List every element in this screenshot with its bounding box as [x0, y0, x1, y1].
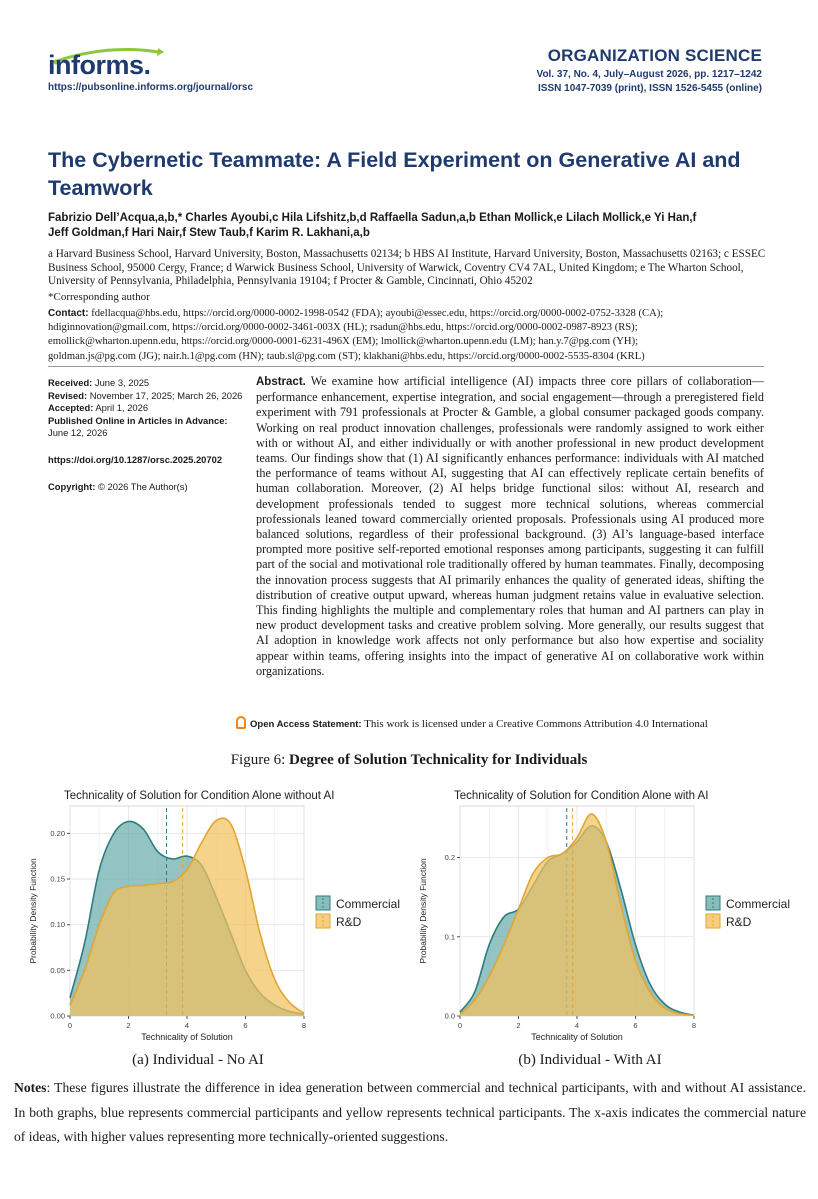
x-axis-label: Technicality of Solution [141, 1032, 233, 1042]
chart-title: Technicality of Solution for Condition Alone without AI [64, 790, 335, 802]
revised-label: Revised: [48, 389, 88, 401]
contact-block [48, 307, 768, 364]
y-tick-label: 0.15 [50, 874, 65, 884]
legend-label: Commercial [336, 897, 401, 911]
x-tick-label: 6 [243, 1021, 248, 1030]
open-access-label: Open Access Statement: [250, 719, 362, 730]
contact-label: Contact: [48, 308, 89, 319]
revised-date: November 17, 2025; March 26, 2026 [89, 389, 243, 401]
x-tick-label: 6 [633, 1021, 638, 1030]
y-tick-label: 0.10 [50, 920, 65, 930]
affiliations: a Harvard Business School, Harvard University, Boston, Massachusetts 02134; b HBS AI Institute, Harvard University, Boston, Massachusetts 02163; c ESSEC Business School, 95000 Cergy, France; d Warwick Business School, University of Warwick, Coventry CV4 7AL, United Kingdom; e The Wharton School, University of Pennsylvania, Philadelphia, Pennsylvania 19104; f Procter & Gamble, Cincinnati, Ohio 45202 [48, 248, 766, 287]
informs-logo: informs. [48, 50, 151, 80]
abstract [256, 374, 764, 679]
y-tick-label: 0.00 [50, 1011, 65, 1021]
figure-caption [0, 752, 818, 769]
received-date: June 3, 2025 [94, 377, 150, 388]
doi-link[interactable]: https://doi.org/10.1287/orsc.2025.20702 [48, 453, 223, 465]
legend-label: Commercial [726, 897, 791, 911]
y-tick-label: 0.0 [444, 1011, 455, 1021]
contact-line[interactable]: fdellacqua@hbs.edu, https://orcid.org/0000-0002-1998-0542 (FDA); ayoubi@essec.edu, https://orcid.org/0000-0002-0752-3328 (CA); [91, 308, 664, 319]
published-date: June 12, 2026 [48, 427, 108, 439]
legend-label: R&D [726, 915, 752, 929]
figure-title: Degree of Solution Technicality for Individuals [289, 752, 588, 768]
contact-line[interactable]: goldman.js@pg.com (JG); nair.h.1@pg.com (HN); taub.sl@pg.com (ST); klakhani@hbs.edu, https://orcid.org/0000-0002-5535-8304 (KRL) [48, 350, 645, 362]
x-tick-label: 8 [301, 1021, 307, 1030]
contact-line[interactable]: emollick@wharton.upenn.edu, https://orcid.org/0000-0001-6231-496X (EM); lmollick@wharton.upenn.edu (LM); han.y.7@pg.com (YH); [48, 336, 639, 348]
subfigure-label-a: (a) Individual - No AI [132, 1052, 264, 1068]
copyright-text: © 2026 The Author(s) [98, 480, 188, 492]
y-tick-label: 0.2 [444, 853, 455, 863]
author-list [48, 211, 768, 241]
y-tick-label: 0.20 [50, 828, 65, 838]
author-line-1: Fabrizio Dell’Acqua,a,b,* Charles Ayoubi,c Hila Lifshitz,b,d Raffaella Sadun,a,b Ethan Mollick,e Lilach Mollick,e Yi Han,f [48, 212, 697, 224]
density-chart-no-ai [14, 784, 404, 1046]
journal-url[interactable]: https://pubsonline.informs.org/journal/orsc [48, 82, 254, 93]
author-line-2: Jeff Goldman,f Hari Nair,f Stew Taub,f Karim R. Lakhani,a,b [48, 227, 370, 239]
notes-label: Notes [14, 1080, 47, 1095]
subfigure-label-b: (b) Individual - With AI [518, 1052, 662, 1068]
y-tick-label: 0.05 [50, 965, 65, 975]
abstract-label: Abstract. [256, 376, 306, 388]
y-axis-label: Probability Density Function [418, 858, 428, 964]
y-axis-label: Probability Density Function [28, 858, 38, 964]
x-tick-label: 2 [516, 1021, 521, 1030]
article-history [48, 377, 243, 493]
density-chart-with-ai [404, 784, 794, 1046]
x-tick-label: 0 [67, 1021, 73, 1030]
legend-label: R&D [336, 915, 362, 929]
open-access-statement [236, 716, 776, 730]
published-label: Published Online in Articles in Advance: [48, 414, 228, 426]
figure-notes [14, 1076, 806, 1150]
notes-text: : These figures illustrate the difference in idea generation between commercial and technical participants, with and without AI assistance. In both graphs, blue represents commercial participants and yellow represents technical participants. The x-axis indicates the commercial nature of ideas, with higher values representing more technically-oriented suggestions. [14, 1080, 806, 1144]
accepted-date: April 1, 2026 [95, 402, 149, 414]
issn-line: ISSN 1047-7039 (print), ISSN 1526-5455 (online) [538, 83, 762, 94]
x-axis-label: Technicality of Solution [531, 1032, 623, 1042]
received-label: Received: [48, 377, 93, 388]
volume-line: Vol. 37, No. 4, July–August 2026, pp. 1217–1242 [536, 69, 762, 80]
open-access-text: This work is licensed under a Creative Commons Attribution 4.0 International [364, 718, 708, 730]
corresponding-author-note: *Corresponding author [48, 291, 150, 303]
contact-line[interactable]: hdiginnovation@gmail.com, https://orcid.org/0000-0002-3461-003X (HL); rsadun@hbs.edu, https://orcid.org/0000-0002-0987-8923 (RS); [48, 322, 638, 334]
x-tick-label: 0 [457, 1021, 463, 1030]
y-tick-label: 0.1 [444, 932, 455, 942]
journal-name: ORGANIZATION SCIENCE [547, 46, 762, 65]
x-tick-label: 4 [184, 1021, 190, 1030]
open-access-lock-icon [236, 716, 246, 729]
journal-header [537, 46, 762, 94]
paper-title: The Cybernetic Teammate: A Field Experiment on Generative AI and Teamwork [48, 148, 741, 200]
copyright-label: Copyright: [48, 480, 96, 492]
accepted-label: Accepted: [48, 402, 94, 414]
divider [48, 366, 764, 367]
figure-number: Figure 6: [230, 752, 286, 768]
abstract-text: We examine how artificial intelligence (AI) impacts three core pillars of collaboration—performance enhancement, expertise integration, and social engagement—through a preregistered field experiment with 791 professionals at Procter & Gamble, a global consumer packaged goods company. Working on real product innovation challenges, professionals were randomly assigned to work either with or without AI, and either individually or with another professional in new product development teams. Our findings show that (1) AI significantly enhances performance: individuals with AI matched the performance of teams without AI, suggesting that AI can effectively replicate certain benefits of human collaboration. Moreover, (2) AI helps bridge functional silos: without AI, research and development professionals tended to suggest more technical solutions, whereas commercial professionals leaned toward commercially oriented proposals. Professionals using AI produced more balanced solutions, regardless of their professional background. (3) AI’s language-based interface prompted more positive self-reported emotional responses among participants, suggesting it can fulfill part of the social and motivational role traditionally offered by human teammates. Finally, decomposing the innovation process suggests that AI primarily enhances the quality of generated ideas, shifting the distribution of creative output upward, whereas human judgment retains value in evaluative selection. This finding highlights the multiple and complementary roles that human and AI partners can play in new product development tasks and creative problem solving. More generally, our results suggest that AI adoption in knowledge work affects not only performance but also how expertise and sociality appear within teams, offering insights into the impact of generative AI on collaborative work within organizations. [256, 374, 764, 678]
chart-title: Technicality of Solution for Condition Alone with AI [454, 790, 709, 802]
x-tick-label: 2 [126, 1021, 131, 1030]
x-tick-label: 4 [574, 1021, 580, 1030]
x-tick-label: 8 [691, 1021, 697, 1030]
